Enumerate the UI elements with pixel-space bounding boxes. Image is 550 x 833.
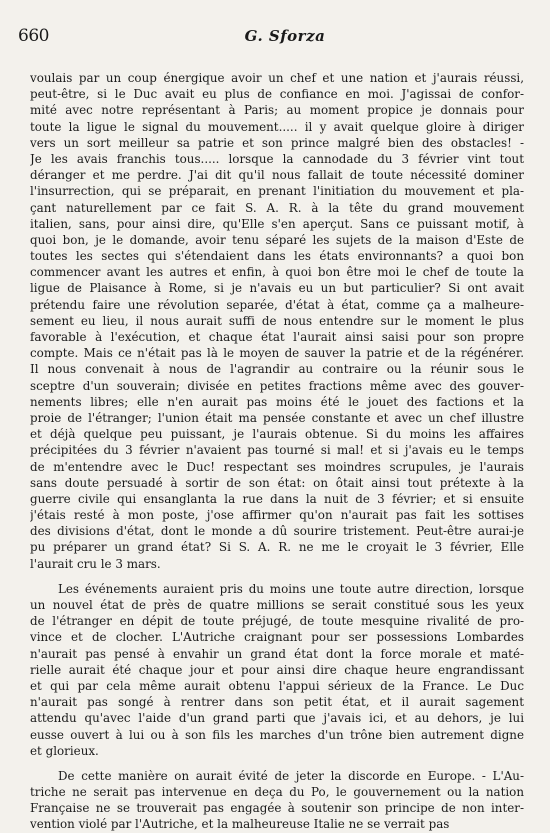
text-line: compte. Mais ce n'était pas là le moyen de sauver la patrie et de la régénérer. [30, 346, 524, 361]
text-line: j'étais resté à mon poste, j'ose affirmer qu'on n'aurait pas fait les sottises [30, 508, 524, 523]
text-line: çant naturellement par ce fait S. A. R. à la tête du grand mouvement [30, 200, 524, 215]
text-line: sceptre d'un souverain; divisée en petites fractions même avec des gouver- [30, 378, 524, 393]
text-line: vince et de clocher. L'Autriche craignant pour ser possessions Lombardes [30, 630, 524, 645]
text-line: ligue de Plaisance à Rome, si je n'avais eu un but particulier? Si ont avait [30, 281, 524, 296]
page-header [18, 26, 532, 50]
text-line: peut-être, si le Duc avait eu plus de confiance en moi. J'agissai de confor- [30, 87, 524, 102]
text-line: prétendu faire une révolution separée, d'état à état, comme ça a malheure- [30, 297, 524, 312]
running-title: G. Sforza [244, 27, 326, 45]
text-line: italien, sans, pour ainsi dire, qu'Elle s'en aperçut. Sans ce puissant motif, à [30, 216, 524, 231]
text-line: Je les avais franchis tous..... lorsque la cannodade du 3 février vint tout [30, 151, 524, 166]
text-line: n'aurait pas pensé à envahir un grand état dont la force morale et maté- [30, 646, 524, 661]
text-line: commencer avant les autres et enfin, à quoi bon être moi le chef de toute la [30, 265, 524, 280]
text-line: triche ne serait pas intervenue en deça du Po, le gouvernement ou la nation [30, 785, 524, 800]
page-number: 660 [18, 26, 49, 46]
text-line: un nouvel état de près de quatre millions se serait constitué sous les yeux [30, 598, 524, 612]
text-line: proie de l'étranger; l'union était ma pensée constante et avec un chef illustre [30, 410, 524, 425]
paragraph-gap [30, 572, 524, 581]
text-line: et déjà quelque peu puissant, je l'aurais obtenue. Si du moins les affaires [30, 427, 524, 442]
text-line: l'insurrection, qui se préparait, en prenant l'initiation du mouvement et pla- [30, 184, 524, 199]
text-line: l'aurait cru le 3 mars. [30, 556, 161, 571]
text-line: Il nous convenait à nous de l'agrandir au contraire ou la réunir sous le [30, 362, 524, 377]
text-line: sans doute persuadé à sortir de son état: on ôtait ainsi tout prétexte à la [30, 475, 524, 490]
text-line: rielle aurait été chaque jour et pour ainsi dire chaque heure engrandissant [30, 662, 524, 677]
text-line: de l'étranger en dépit de toute préjugé, de toute mesquine rivalité de pro- [30, 614, 524, 629]
text-line: déranger et me perdre. J'ai dit qu'il nous fallait de toute nécessité dominer [30, 168, 524, 183]
text-line: guerre civile qui ensanglanta la rue dans la nuit de 3 février; et si ensuite [30, 491, 524, 506]
text-line: et glorieux. [30, 743, 99, 758]
body-text [30, 70, 524, 833]
text-line: de m'entendre avec le Duc! respectant ses moindres scrupules, je l'aurais [30, 459, 524, 474]
text-line: mité avec notre représentant à Paris; au moment propice je donnais pour [30, 103, 524, 118]
text-line: De cette manière on aurait évité de jeter la discorde en Europe. - L'Au- [58, 768, 524, 783]
text-line: des divisions d'état, dont le monde a dû sourire tristement. Peut-être aurai-je [30, 524, 524, 539]
text-line: vers un sort meilleur sa patrie et son prince malgré bien des obstacles! - [30, 135, 524, 150]
text-line: eusse ouvert à lui ou à son fils les marches d'un trône bien autrement digne [30, 727, 524, 742]
text-line: pu préparer un grand état? Si S. A. R. ne me le croyait le 3 février, Elle [30, 540, 524, 555]
text-line: attendu qu'avec l'aide d'un grand parti que j'avais ici, et au dehors, je lui [30, 711, 524, 726]
paragraph [30, 70, 524, 572]
text-line: toute la ligue le signal du mouvement..... il y avait quelque gloire à diriger [30, 119, 524, 134]
text-line: voulais par un coup énergique avoir un chef et une nation et j'aurais réussi, [30, 71, 524, 85]
text-line: vention violé par l'Autriche, et la malheureuse Italie ne se verrait pas [30, 817, 450, 832]
paragraph [30, 581, 524, 759]
text-line: Française ne se trouverait pas engagée à soutenir son principe de non inter- [30, 801, 524, 816]
text-line: toutes les sectes qui s'étendaient dans les états environnants? a quoi bon [30, 249, 524, 264]
text-line: favorable à l'exécution, et chaque état l'aurait ainsi saisi pour son propre [30, 330, 524, 344]
text-line: Les événements auraient pris du moins une toute autre direction, lorsque [58, 581, 524, 596]
text-line: sement eu lieu, il nous aurait suffi de nous entendre sur le moment le plus [30, 313, 524, 328]
text-line: nements libres; elle n'en aurait pas moins été le jouet des factions et la [30, 394, 524, 409]
text-line: et qui par cela même aurait obtenu l'appui sérieux de la France. Le Duc [30, 678, 524, 693]
text-line: n'aurait pas songé à rentrer dans son petit état, et il aurait sagement [30, 695, 524, 710]
paragraph-gap [30, 759, 524, 768]
paragraph [30, 768, 524, 833]
text-line: quoi bon, je le domande, avoir tenu séparé les sujets de la maison d'Este de [30, 232, 524, 247]
text-line: précipitées du 3 février n'avaient pas tourné si mal! et si j'avais eu le temps [30, 443, 524, 458]
